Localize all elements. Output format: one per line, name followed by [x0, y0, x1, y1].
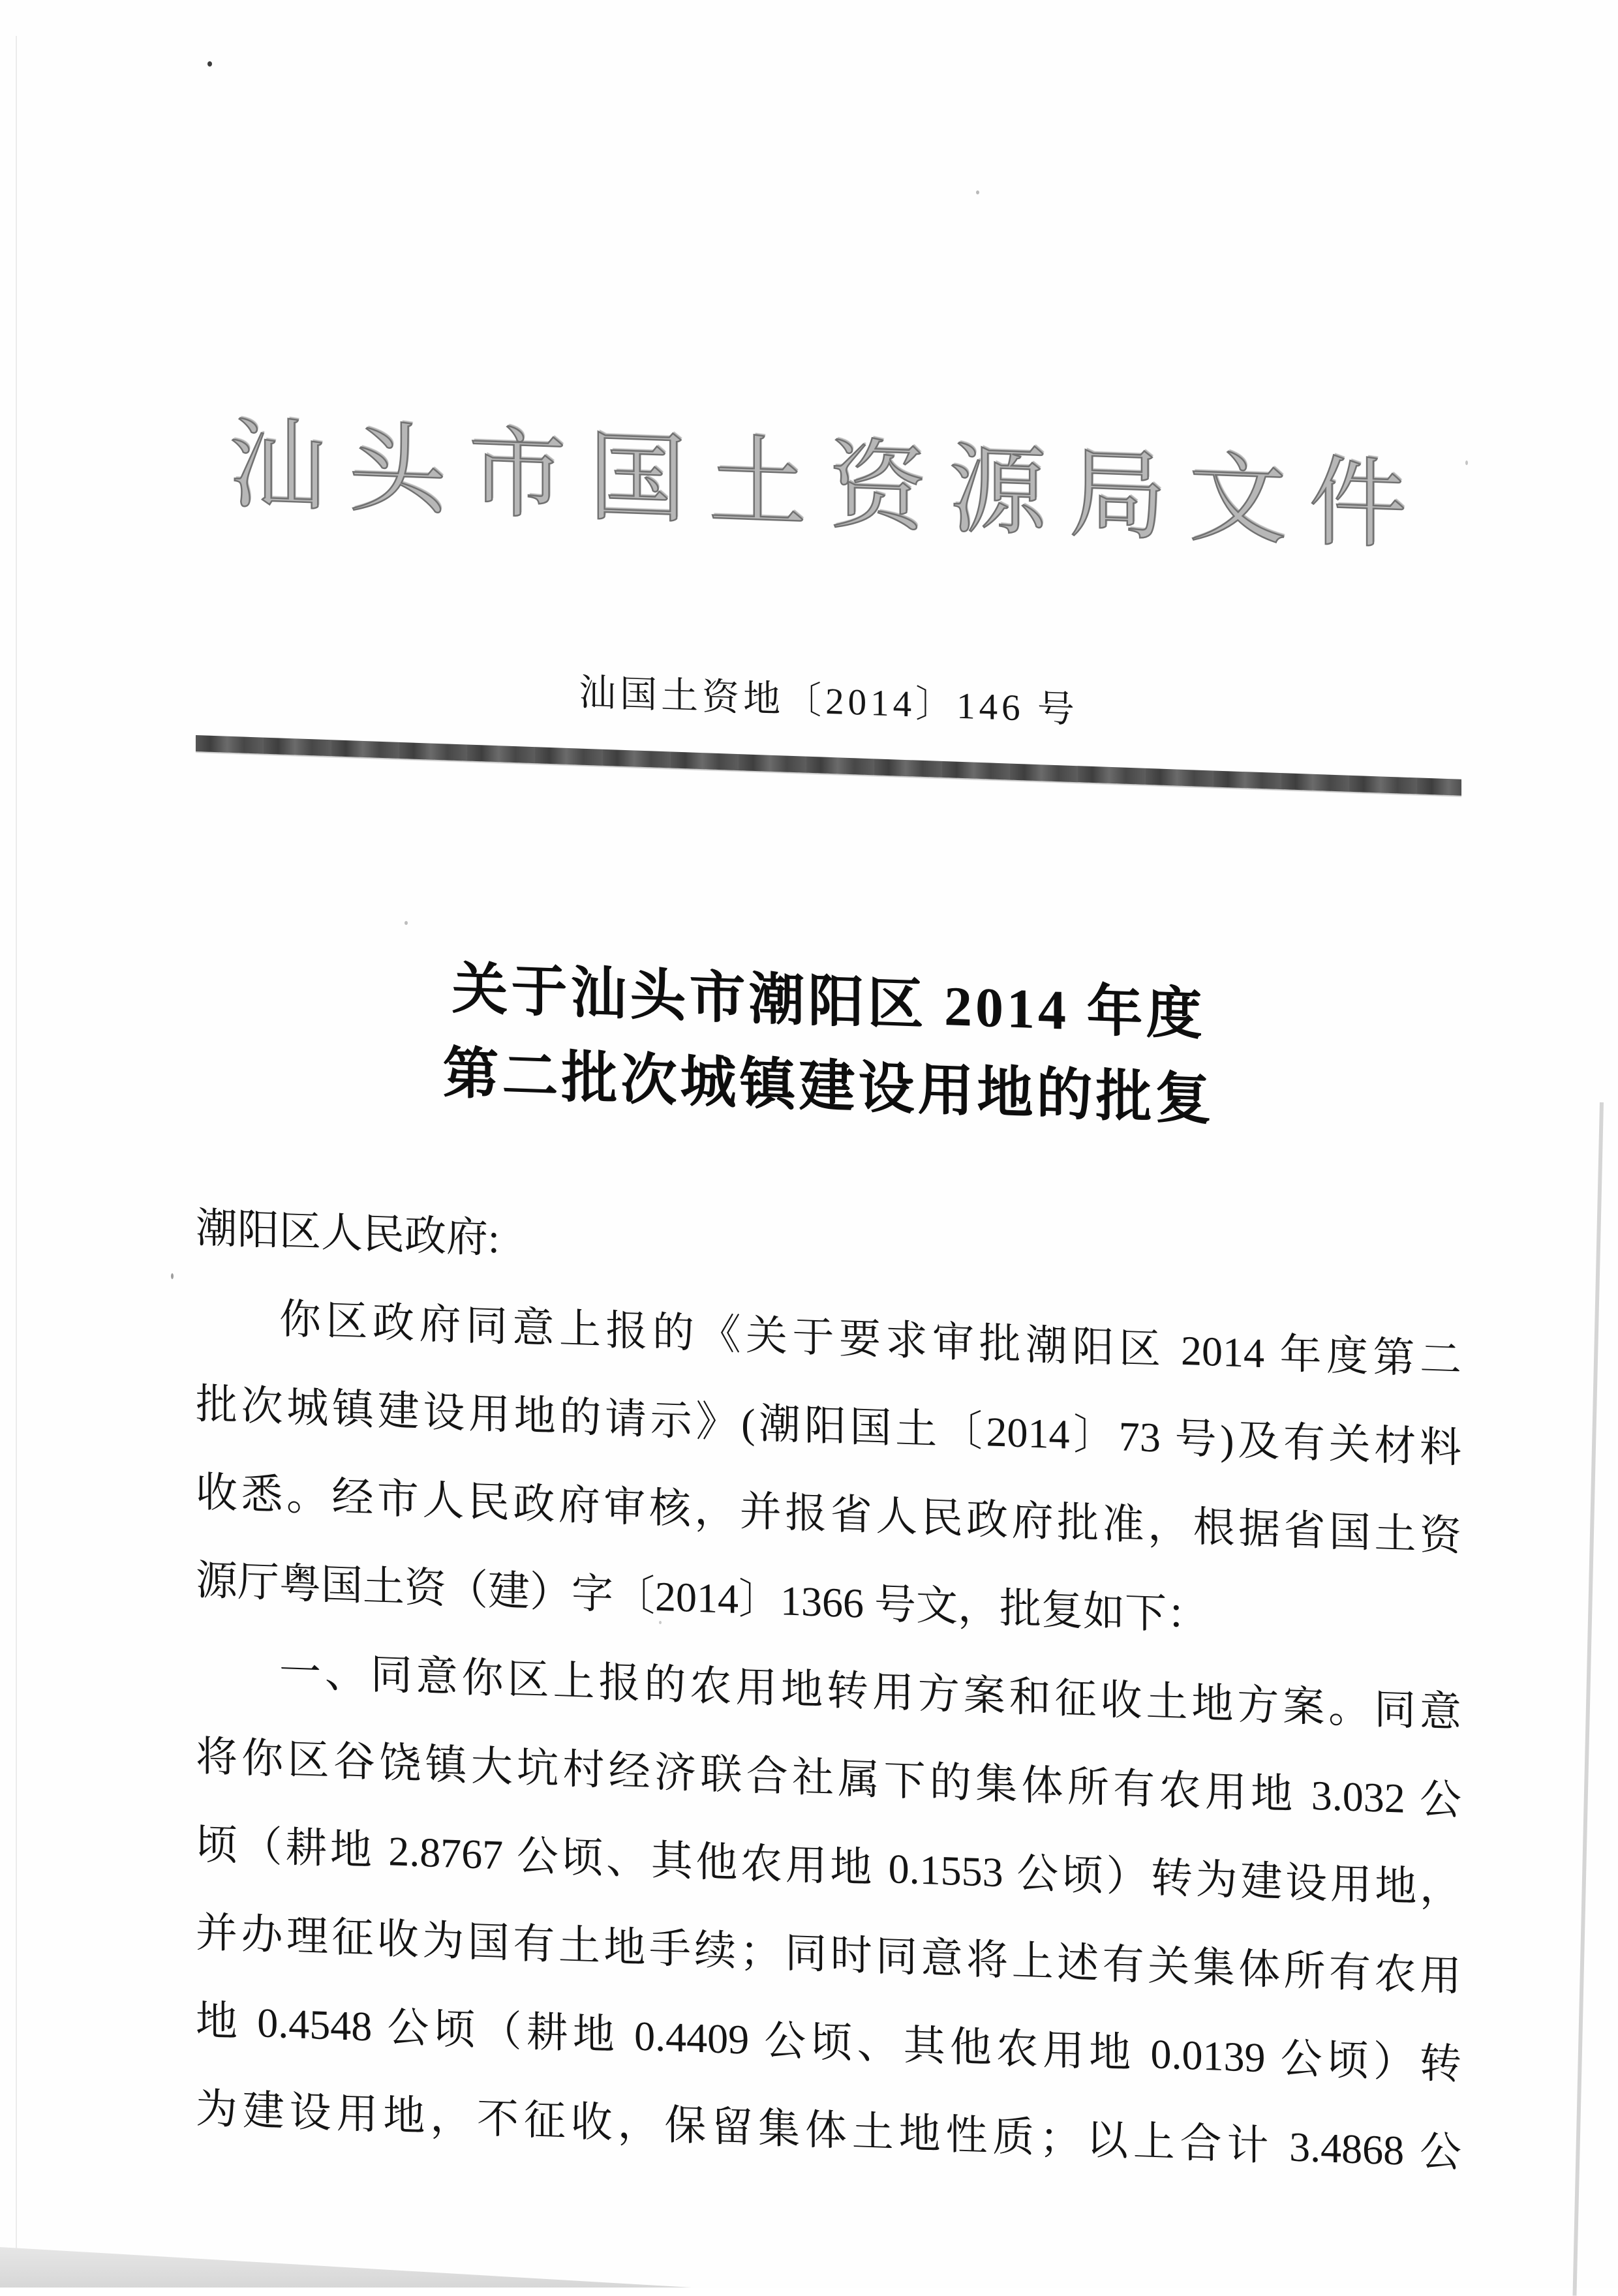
body-line-6: 将你区谷饶镇大坑村经济联合社属下的集体所有农用地 3.032 公: [196, 1733, 1461, 1824]
scan-left-edge-line: [16, 36, 17, 2280]
body-line-9: 地 0.4548 公顷（耕地 0.4409 公顷、其他农用地 0.0139 公顷）转: [196, 1997, 1461, 2088]
scan-bottom-corner-shadow: [0, 2247, 692, 2288]
scan-speck: [171, 1273, 174, 1279]
letterhead-divider-rule: [196, 735, 1461, 796]
body-line-5: 一、同意你区上报的农用地转用方案和征收土地方案。同意: [279, 1648, 1461, 1736]
document-title-line1: 关于汕头市潮阳区 2014 年度: [451, 957, 1206, 1047]
body-line-4: 源厅粤国土资（建）字〔2014〕1366 号文，批复如下：: [196, 1557, 1208, 1639]
body-line-1: 你区政府同意上报的《关于要求审批潮阳区 2014 年度第二: [279, 1295, 1461, 1383]
body-line-2: 批次城镇建设用地的请示》(潮阳国土〔2014〕73 号)及有关材料: [196, 1381, 1461, 1472]
document-title-line2: 第二批次城镇建设用地的批复: [442, 1042, 1215, 1132]
salutation: 潮阳区人民政府:: [196, 1205, 500, 1262]
scan-right-edge-shadow: [1572, 1102, 1604, 2296]
document-content: [196, 0, 1461, 2197]
document-title: [196, 937, 1461, 1151]
document-body: [196, 1184, 1461, 2197]
document-number: 汕国土资地〔2014〕146 号: [579, 672, 1078, 731]
body-line-10: 为建设用地，不征收，保留集体土地性质；以上合计 3.4868 公: [196, 2085, 1461, 2176]
letterhead-title: 汕头市国土资源局文件: [228, 411, 1429, 562]
body-line-7: 顷（耕地 2.8767 公顷、其他农用地 0.1553 公顷）转为建设用地，: [196, 1821, 1461, 1912]
body-line-3: 收悉。经市人民政府审核，并报省人民政府批准，根据省国土资: [196, 1469, 1461, 1560]
scan-speck: [1465, 461, 1468, 465]
body-line-8: 并办理征收为国有土地手续；同时同意将上述有关集体所有农用: [196, 1909, 1461, 2000]
